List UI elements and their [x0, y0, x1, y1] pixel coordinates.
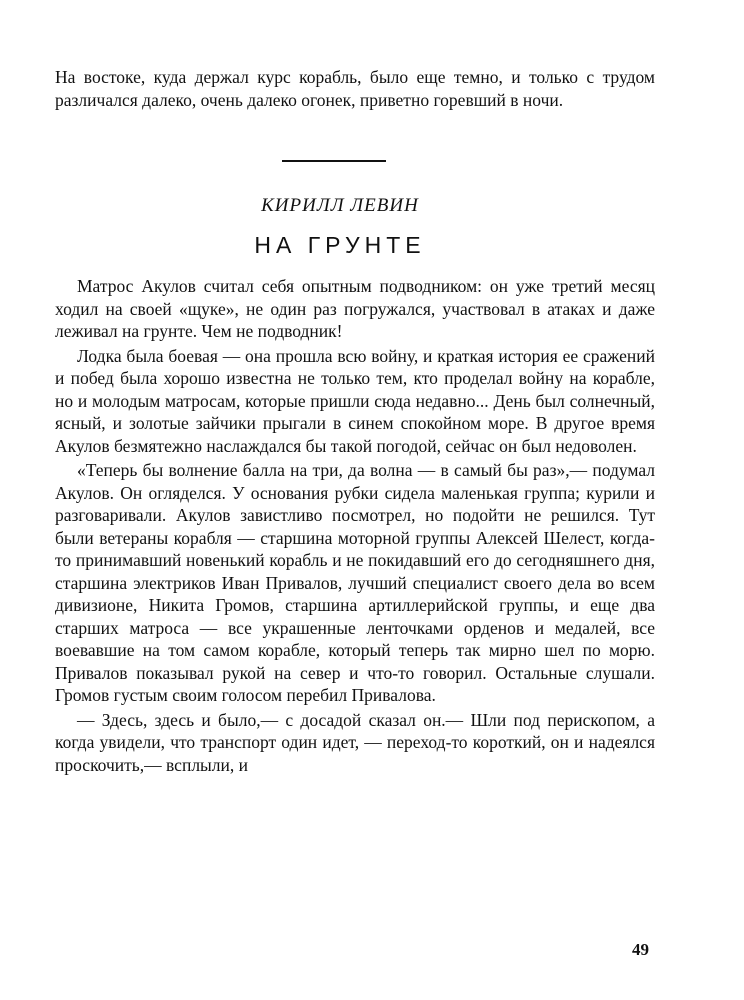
intro-paragraph: На востоке, куда держал курс корабль, было еще темно, и только с трудом различался далеко, очень далеко огонек, приветно горевший в ночи.	[55, 67, 655, 110]
story-paragraph: Матрос Акулов считал себя опытным подводником: он уже третий месяц ходил на своей «щуке», не один раз погружался, участвовал в атаках и даже леживал на грунте. Чем не подводник!	[55, 276, 655, 341]
section-divider	[282, 160, 386, 162]
story-author: КИРИЛЛ ЛЕВИН	[261, 195, 419, 216]
story-paragraph: — Здесь, здесь и было,— с досадой сказал он.— Шли под перископом, а когда увидели, что транспорт один идет, — переход-то короткий, он и надеялся проскочить,— всплыли, и	[55, 709, 655, 775]
story-title: НА ГРУНТЕ	[254, 232, 426, 258]
story-paragraph: Лодка была боевая — она прошла всю войну, и краткая история ее сражений и побед была хорошо известна не только тем, кто проделал войну на корабле, но и молодым матросам, которые пришли сюда недавно... День был солнечный, ясный, и золотые зайчики прыгали в синем спокойном море. В другое время Акулов безмятежно наслаждался бы такой погодой, сейчас он был недоволен.	[55, 345, 655, 456]
story-body	[55, 275, 655, 778]
story-paragraph: «Теперь бы волнение балла на три, да волна — в самый бы раз»,— подумал Акулов. Он огляделся. У основания рубки сидела маленькая группа; курили и разговаривали. Акулов завистливо посмотрел, но подойти не решился. Тут были ветераны корабля — старшина моторной группы Алексей Шелест, когда-то принимавший новенький корабль и не покидавший его до сегодняшнего дня, старшина электриков Иван Привалов, лучший специалист своего дела во всем дивизионе, Никита Громов, старшина артиллерийской группы, и еще два старших матроса — все украшенные ленточками орденов и медалей, все воевавшие на том самом корабле, который теперь так мирно шел по морю. Привалов показывал рукой на север и что-то говорил. Остальные слушали. Громов густым своим голосом перебил Привалова.	[55, 460, 655, 705]
page-number: 49	[632, 940, 649, 959]
previous-story-ending	[55, 66, 655, 111]
